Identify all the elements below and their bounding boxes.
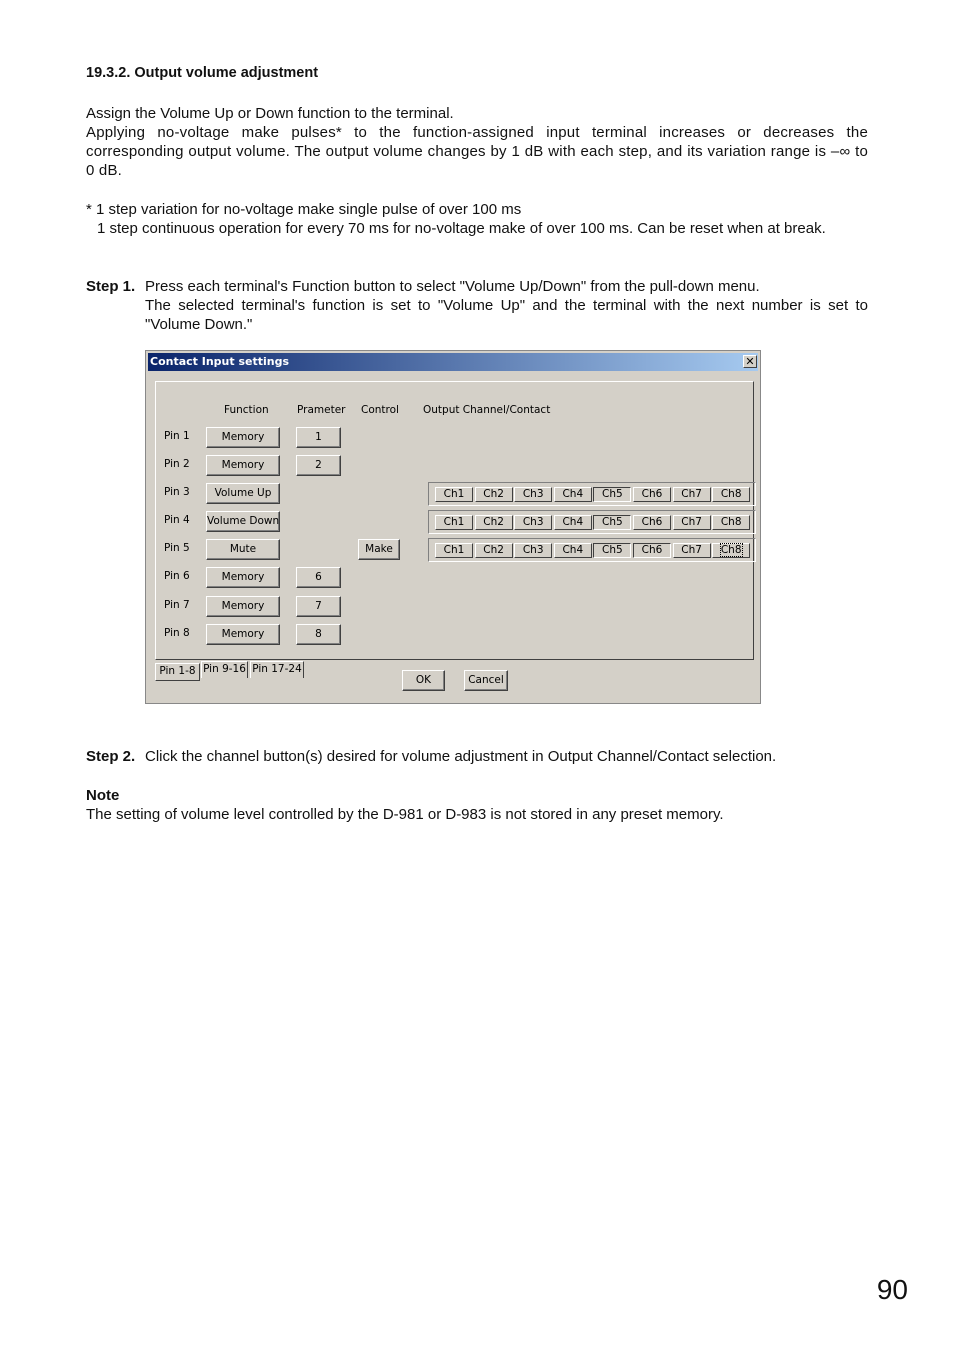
channel-button-ch2[interactable] — [475, 543, 513, 558]
parameter-button[interactable]: 2 — [296, 455, 341, 476]
channel-button-ch7[interactable] — [673, 487, 711, 502]
channel-button-ch4[interactable] — [554, 487, 592, 502]
channel-label: Ch7 — [681, 544, 702, 556]
function-button[interactable]: Memory — [206, 455, 280, 476]
pin-label: Pin 4 — [164, 514, 190, 526]
channel-label: Ch1 — [443, 544, 465, 556]
footnote-1: * 1 step variation for no-voltage make single pulse of over 100 ms — [86, 201, 522, 218]
close-icon[interactable]: ✕ — [743, 355, 757, 368]
output-channel-group — [428, 482, 756, 506]
cancel-button[interactable]: Cancel — [464, 670, 508, 691]
function-button[interactable]: Memory — [206, 596, 280, 617]
section-heading: 19.3.2. Output volume adjustment — [86, 65, 319, 81]
channel-button-ch1[interactable] — [435, 515, 473, 530]
parameter-button[interactable]: 7 — [296, 596, 341, 617]
parameter-button[interactable]: 6 — [296, 567, 341, 588]
tab-pin-17-24[interactable]: Pin 17-24 — [250, 661, 304, 678]
channel-label: Ch5 — [602, 488, 623, 500]
ok-button[interactable]: OK — [402, 670, 445, 691]
function-button[interactable]: Volume Down — [206, 511, 280, 532]
channel-label: Ch5 — [602, 516, 623, 528]
intro-line: Assign the Volume Up or Down function to the terminal. — [86, 105, 454, 122]
control-button[interactable]: Make — [358, 539, 400, 560]
channel-label: Ch7 — [681, 488, 702, 500]
pin-label: Pin 6 — [164, 570, 190, 582]
function-button[interactable]: Memory — [206, 427, 280, 448]
step2-text: Click the channel button(s) desired for volume adjustment in Output Channel/Contact selection. — [145, 748, 777, 765]
channel-label: Ch1 — [443, 516, 465, 528]
channel-button-ch5[interactable] — [593, 515, 631, 530]
channel-button-ch2[interactable] — [475, 487, 513, 502]
channel-button-ch4[interactable] — [554, 543, 592, 558]
channel-button-ch3[interactable] — [514, 487, 552, 502]
parameter-button[interactable]: 8 — [296, 624, 341, 645]
step1-line2: The selected terminal's function is set to "Volume Up" and the terminal with the next number is set to "Volume Down." — [145, 297, 868, 333]
channel-button-ch7[interactable] — [673, 515, 711, 530]
channel-button-ch3[interactable] — [514, 515, 552, 530]
channel-button-ch6[interactable] — [633, 515, 671, 530]
channel-label: Ch3 — [522, 544, 544, 556]
channel-button-ch8[interactable] — [712, 543, 750, 558]
channel-label: Ch2 — [483, 544, 504, 556]
dialog-titlebar — [148, 353, 758, 371]
intro-paragraph: Applying no-voltage make pulses* to the function-assigned input terminal increases or decreases the corresponding output volume. The output volume changes by 1 dB with each step, and its variation range is –∞ to 0 dB. — [86, 124, 868, 179]
tab-pin-9-16[interactable]: Pin 9-16 — [201, 661, 248, 678]
channel-button-ch1[interactable] — [435, 487, 473, 502]
channel-label: Ch8 — [720, 516, 742, 528]
step1-label: Step 1. — [86, 278, 136, 295]
channel-button-ch2[interactable] — [475, 515, 513, 530]
channel-button-ch1[interactable] — [435, 543, 473, 558]
function-button[interactable]: Memory — [206, 567, 280, 588]
note-label: Note — [86, 787, 120, 804]
step1-line1: Press each terminal's Function button to select "Volume Up/Down" from the pull-down menu. — [145, 278, 760, 295]
parameter-button[interactable]: 1 — [296, 427, 341, 448]
tab-pin-1-8[interactable]: Pin 1-8 — [155, 663, 200, 681]
function-button[interactable]: Mute — [206, 539, 280, 560]
output-channel-group — [428, 538, 756, 562]
channel-button-ch5[interactable] — [593, 487, 631, 502]
channel-label: Ch8 — [720, 488, 742, 500]
header-parameter: Prameter — [297, 404, 346, 416]
pin-label: Pin 7 — [164, 599, 190, 611]
pin-label: Pin 1 — [164, 430, 190, 442]
channel-label: Ch6 — [641, 516, 663, 528]
channel-button-ch8[interactable] — [712, 487, 750, 502]
channel-label: Ch1 — [443, 488, 465, 500]
pin-label: Pin 5 — [164, 542, 190, 554]
note-text: The setting of volume level controlled by the D-981 or D-983 is not stored in any preset memory. — [86, 806, 724, 823]
channel-button-ch6[interactable] — [633, 543, 671, 558]
header-function: Function — [224, 404, 269, 416]
pin-label: Pin 2 — [164, 458, 190, 470]
step2-label: Step 2. — [86, 748, 136, 765]
channel-label: Ch5 — [602, 544, 623, 556]
channel-label: Ch7 — [681, 516, 702, 528]
pin-label: Pin 8 — [164, 627, 190, 639]
channel-label: Ch2 — [483, 516, 504, 528]
channel-label: Ch6 — [641, 488, 663, 500]
channel-button-ch3[interactable] — [514, 543, 552, 558]
channel-label: Ch4 — [562, 544, 584, 556]
function-button[interactable]: Volume Up — [206, 483, 280, 504]
contact-input-settings-dialog — [145, 350, 761, 704]
channel-label: Ch4 — [562, 488, 584, 500]
channel-button-ch6[interactable] — [633, 487, 671, 502]
header-output-channel: Output Channel/Contact — [423, 404, 551, 416]
header-control: Control — [361, 404, 399, 416]
function-button[interactable]: Memory — [206, 624, 280, 645]
channel-button-ch8[interactable] — [712, 515, 750, 530]
channel-button-ch5[interactable] — [593, 543, 631, 558]
channel-label: Ch8 — [720, 544, 742, 556]
channel-label: Ch6 — [641, 544, 663, 556]
channel-button-ch7[interactable] — [673, 543, 711, 558]
channel-label: Ch3 — [522, 488, 544, 500]
channel-button-ch4[interactable] — [554, 515, 592, 530]
dialog-title: Contact Input settings — [150, 355, 290, 368]
tab-panel — [155, 381, 754, 660]
channel-label: Ch4 — [562, 516, 584, 528]
footnote-2: 1 step continuous operation for every 70 ms for no-voltage make of over 100 ms. Can be reset when at break. — [97, 220, 826, 237]
output-channel-group — [428, 510, 756, 534]
channel-label: Ch2 — [483, 488, 504, 500]
channel-label: Ch3 — [522, 516, 544, 528]
pin-label: Pin 3 — [164, 486, 190, 498]
page-number: 90 — [876, 1274, 908, 1305]
